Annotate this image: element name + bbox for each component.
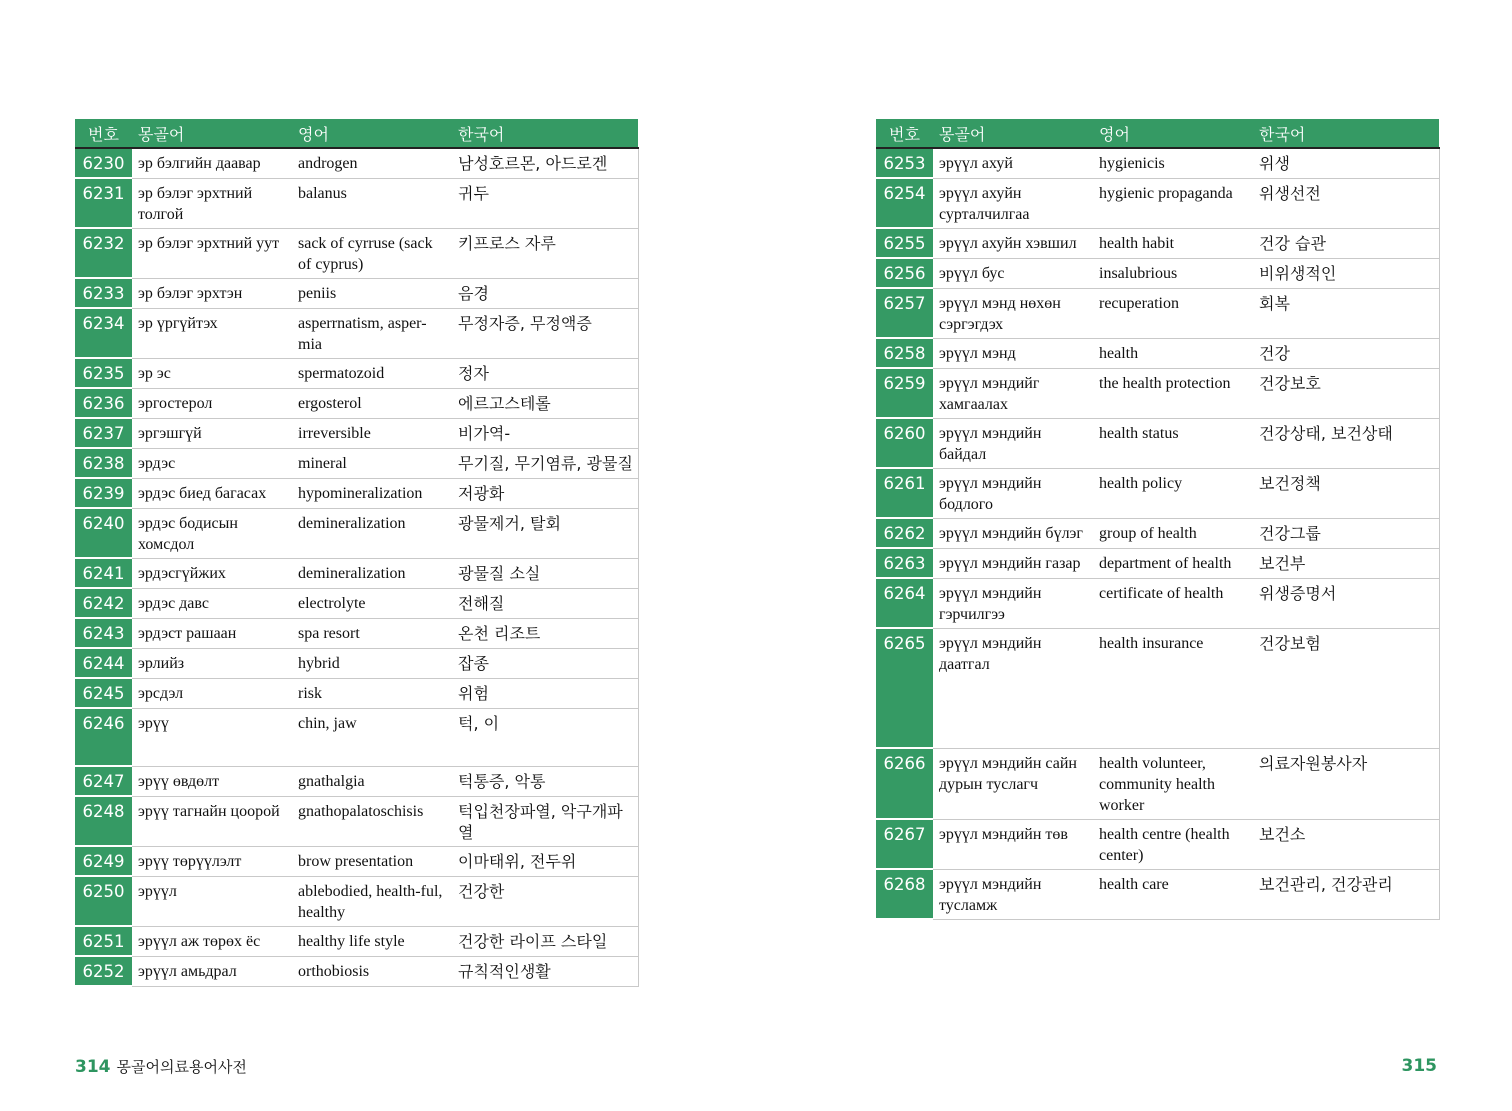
entry-number: 6235 <box>75 358 132 388</box>
english-term: health care <box>1093 869 1253 919</box>
english-term: balanus <box>292 178 452 228</box>
korean-term: 건강보험 <box>1253 628 1439 748</box>
header-number: 번호 <box>75 119 132 148</box>
entry-number: 6257 <box>876 288 933 338</box>
mongolian-term: эрүү өвдөлт <box>132 766 292 796</box>
table-row <box>75 508 638 558</box>
english-term: health policy <box>1093 468 1253 518</box>
korean-term: 비위생적인 <box>1253 258 1439 288</box>
header-mongolian: 몽골어 <box>132 119 292 148</box>
english-term: androgen <box>292 148 452 178</box>
mongolian-term: эрүүл мэндийн тусламж <box>933 869 1093 919</box>
table-header-row <box>75 119 638 148</box>
korean-term: 저광화 <box>452 478 638 508</box>
table-row <box>75 228 638 278</box>
entry-number: 6262 <box>876 518 933 548</box>
english-term: gnathopalatoschisis <box>292 796 452 846</box>
english-term: sack of cyrruse (sack of cyprus) <box>292 228 452 278</box>
header-korean: 한국어 <box>1253 119 1439 148</box>
english-term: hygienic propaganda <box>1093 178 1253 228</box>
korean-term: 키프로스 자루 <box>452 228 638 278</box>
entry-number: 6241 <box>75 558 132 588</box>
mongolian-term: эрлийз <box>132 648 292 678</box>
table-row <box>75 448 638 478</box>
mongolian-term: эрүүл мэндийн бүлэг <box>933 518 1093 548</box>
header-english: 영어 <box>292 119 452 148</box>
korean-term: 보건소 <box>1253 819 1439 869</box>
table-row <box>876 148 1439 178</box>
footer-left <box>75 1056 247 1077</box>
table-row <box>75 956 638 986</box>
english-term: spa resort <box>292 618 452 648</box>
mongolian-term: эрүү тагнайн цоорой <box>132 796 292 846</box>
entry-number: 6246 <box>75 708 132 766</box>
mongolian-term: эрүүл мэндийн гэрчилгээ <box>933 578 1093 628</box>
table-row <box>876 468 1439 518</box>
dictionary-table-right <box>876 119 1440 920</box>
table-row <box>75 388 638 418</box>
mongolian-term: эрүүл ахуй <box>933 148 1093 178</box>
korean-term: 광물질 소실 <box>452 558 638 588</box>
english-term: spermatozoid <box>292 358 452 388</box>
table-row <box>876 418 1439 468</box>
korean-term: 무기질, 무기염류, 광물질 <box>452 448 638 478</box>
mongolian-term: эргэшгүй <box>132 418 292 448</box>
entry-number: 6247 <box>75 766 132 796</box>
entry-number: 6261 <box>876 468 933 518</box>
entry-number: 6251 <box>75 926 132 956</box>
entry-number: 6256 <box>876 258 933 288</box>
korean-term: 건강한 <box>452 876 638 926</box>
korean-term: 건강한 라이프 스타일 <box>452 926 638 956</box>
english-term: electrolyte <box>292 588 452 618</box>
table-row <box>876 518 1439 548</box>
mongolian-term: эрүү төрүүлэлт <box>132 846 292 876</box>
english-term: irreversible <box>292 418 452 448</box>
english-term: hybrid <box>292 648 452 678</box>
table-row <box>75 708 638 766</box>
korean-term: 보건부 <box>1253 548 1439 578</box>
table-row <box>75 558 638 588</box>
korean-term: 보건정책 <box>1253 468 1439 518</box>
mongolian-term: эрүүл ахуйн хэвшил <box>933 228 1093 258</box>
table-row <box>75 178 638 228</box>
entry-number: 6253 <box>876 148 933 178</box>
table-row <box>75 766 638 796</box>
table-row <box>876 288 1439 338</box>
table-row <box>876 228 1439 258</box>
table-body-right <box>876 148 1439 919</box>
entry-number: 6230 <box>75 148 132 178</box>
entry-number: 6245 <box>75 678 132 708</box>
header-english: 영어 <box>1093 119 1253 148</box>
table-row <box>75 358 638 388</box>
mongolian-term: эрүүл бус <box>933 258 1093 288</box>
book-title: 몽골어의료용어사전 <box>116 1058 247 1076</box>
entry-number: 6264 <box>876 578 933 628</box>
korean-term: 건강그룹 <box>1253 518 1439 548</box>
english-term: health <box>1093 338 1253 368</box>
entry-number: 6243 <box>75 618 132 648</box>
dictionary-table-left <box>75 119 639 987</box>
english-term: health centre (health center) <box>1093 819 1253 869</box>
english-term: ergosterol <box>292 388 452 418</box>
page-number-right: 315 <box>1401 1056 1437 1076</box>
korean-term: 에르고스테롤 <box>452 388 638 418</box>
korean-term: 전해질 <box>452 588 638 618</box>
korean-term: 규칙적인생활 <box>452 956 638 986</box>
mongolian-term: эрүүл амьдрал <box>132 956 292 986</box>
entry-number: 6258 <box>876 338 933 368</box>
english-term: orthobiosis <box>292 956 452 986</box>
entry-number: 6265 <box>876 628 933 748</box>
english-term: peniis <box>292 278 452 308</box>
table-row <box>75 876 638 926</box>
table-row <box>876 748 1439 819</box>
mongolian-term: эрдэс биед багасах <box>132 478 292 508</box>
entry-number: 6239 <box>75 478 132 508</box>
korean-term: 잡종 <box>452 648 638 678</box>
table-row <box>75 796 638 846</box>
table-row <box>75 678 638 708</box>
entry-number: 6255 <box>876 228 933 258</box>
english-term: department of health <box>1093 548 1253 578</box>
korean-term: 정자 <box>452 358 638 388</box>
korean-term: 건강보호 <box>1253 368 1439 418</box>
entry-number: 6267 <box>876 819 933 869</box>
table-row <box>876 628 1439 748</box>
english-term: gnathalgia <box>292 766 452 796</box>
table-row <box>75 618 638 648</box>
header-mongolian: 몽골어 <box>933 119 1093 148</box>
english-term: recuperation <box>1093 288 1253 338</box>
english-term: health habit <box>1093 228 1253 258</box>
mongolian-term: эрсдэл <box>132 678 292 708</box>
mongolian-term: эрүүл мэндийн газар <box>933 548 1093 578</box>
table-row <box>876 548 1439 578</box>
entry-number: 6252 <box>75 956 132 986</box>
mongolian-term: эр бэлэг эрхтний толгой <box>132 178 292 228</box>
entry-number: 6250 <box>75 876 132 926</box>
table-row <box>876 869 1439 919</box>
mongolian-term: эрүүл мэнд <box>933 338 1093 368</box>
table-row <box>876 258 1439 288</box>
entry-number: 6263 <box>876 548 933 578</box>
table-header-row <box>876 119 1439 148</box>
mongolian-term: эрүүл ахуйн сурталчилгаа <box>933 178 1093 228</box>
mongolian-term: эрдэс давс <box>132 588 292 618</box>
table-row <box>75 926 638 956</box>
mongolian-term: эрдэсгүйжих <box>132 558 292 588</box>
mongolian-term: эрүүл мэндийн сайн дурын туслагч <box>933 748 1093 819</box>
entry-number: 6237 <box>75 418 132 448</box>
english-term: insalubrious <box>1093 258 1253 288</box>
korean-term: 온천 리조트 <box>452 618 638 648</box>
table-row <box>75 278 638 308</box>
table-row <box>876 368 1439 418</box>
table-row <box>876 338 1439 368</box>
mongolian-term: эрүүл мэндийн даатгал <box>933 628 1093 748</box>
korean-term: 광물제거, 탈회 <box>452 508 638 558</box>
table-row <box>75 418 638 448</box>
table-body-left <box>75 148 638 986</box>
english-term: health insurance <box>1093 628 1253 748</box>
entry-number: 6238 <box>75 448 132 478</box>
korean-term: 남성호르몬, 아드로겐 <box>452 148 638 178</box>
korean-term: 회복 <box>1253 288 1439 338</box>
header-number: 번호 <box>876 119 933 148</box>
korean-term: 건강 <box>1253 338 1439 368</box>
mongolian-term: эрүүл аж төрөх ёс <box>132 926 292 956</box>
entry-number: 6268 <box>876 869 933 919</box>
korean-term: 건강상태, 보건상태 <box>1253 418 1439 468</box>
english-term: ablebodied, health-ful, healthy <box>292 876 452 926</box>
korean-term: 이마태위, 전두위 <box>452 846 638 876</box>
mongolian-term: эргостерол <box>132 388 292 418</box>
mongolian-term: эрүүл мэндийн төв <box>933 819 1093 869</box>
english-term: chin, jaw <box>292 708 452 766</box>
entry-number: 6231 <box>75 178 132 228</box>
mongolian-term: эрүүл мэндийн бодлого <box>933 468 1093 518</box>
entry-number: 6240 <box>75 508 132 558</box>
english-term: healthy life style <box>292 926 452 956</box>
mongolian-term: эрүүл <box>132 876 292 926</box>
mongolian-term: эр эс <box>132 358 292 388</box>
korean-term: 건강 습관 <box>1253 228 1439 258</box>
english-term: mineral <box>292 448 452 478</box>
mongolian-term: эрүүл мэнд нөхөн сэргэгдэх <box>933 288 1093 338</box>
header-korean: 한국어 <box>452 119 638 148</box>
english-term: group of health <box>1093 518 1253 548</box>
korean-term: 위생증명서 <box>1253 578 1439 628</box>
table-row <box>75 478 638 508</box>
table-row <box>75 148 638 178</box>
korean-term: 턱입천장파열, 악구개파열 <box>452 796 638 846</box>
mongolian-term: эрүүл мэндийг хамгаалах <box>933 368 1093 418</box>
english-term: demineralization <box>292 508 452 558</box>
mongolian-term: эрүүл мэндийн байдал <box>933 418 1093 468</box>
english-term: risk <box>292 678 452 708</box>
entry-number: 6260 <box>876 418 933 468</box>
english-term: the health protection <box>1093 368 1253 418</box>
entry-number: 6234 <box>75 308 132 358</box>
korean-term: 위험 <box>452 678 638 708</box>
mongolian-term: эрдэс <box>132 448 292 478</box>
entry-number: 6242 <box>75 588 132 618</box>
entry-number: 6232 <box>75 228 132 278</box>
english-term: brow presentation <box>292 846 452 876</box>
korean-term: 보건관리, 건강관리 <box>1253 869 1439 919</box>
table-row <box>75 846 638 876</box>
table-row <box>75 648 638 678</box>
mongolian-term: эр бэлэг эрхтний уут <box>132 228 292 278</box>
korean-term: 의료자원봉사자 <box>1253 748 1439 819</box>
mongolian-term: эрдэс бодисын хомсдол <box>132 508 292 558</box>
entry-number: 6236 <box>75 388 132 418</box>
korean-term: 위생선전 <box>1253 178 1439 228</box>
table-row <box>876 178 1439 228</box>
korean-term: 턱, 이 <box>452 708 638 766</box>
korean-term: 무정자증, 무정액증 <box>452 308 638 358</box>
korean-term: 위생 <box>1253 148 1439 178</box>
table-row <box>876 578 1439 628</box>
korean-term: 턱통증, 악통 <box>452 766 638 796</box>
entry-number: 6254 <box>876 178 933 228</box>
english-term: demineralization <box>292 558 452 588</box>
mongolian-term: эр бэлэг эрхтэн <box>132 278 292 308</box>
english-term: hygienicis <box>1093 148 1253 178</box>
english-term: health status <box>1093 418 1253 468</box>
entry-number: 6249 <box>75 846 132 876</box>
table-row <box>75 588 638 618</box>
table-row <box>876 819 1439 869</box>
entry-number: 6233 <box>75 278 132 308</box>
page-number-left: 314 <box>75 1057 111 1077</box>
korean-term: 음경 <box>452 278 638 308</box>
entry-number: 6266 <box>876 748 933 819</box>
entry-number: 6244 <box>75 648 132 678</box>
korean-term: 비가역- <box>452 418 638 448</box>
mongolian-term: эр бэлгийн даавар <box>132 148 292 178</box>
table-row <box>75 308 638 358</box>
mongolian-term: эр үргүйтэх <box>132 308 292 358</box>
english-term: health volunteer, community health worker <box>1093 748 1253 819</box>
mongolian-term: эрүү <box>132 708 292 766</box>
entry-number: 6259 <box>876 368 933 418</box>
entry-number: 6248 <box>75 796 132 846</box>
english-term: certificate of health <box>1093 578 1253 628</box>
korean-term: 귀두 <box>452 178 638 228</box>
mongolian-term: эрдэст рашаан <box>132 618 292 648</box>
english-term: hypomineralization <box>292 478 452 508</box>
english-term: asperrnatism, asper-mia <box>292 308 452 358</box>
